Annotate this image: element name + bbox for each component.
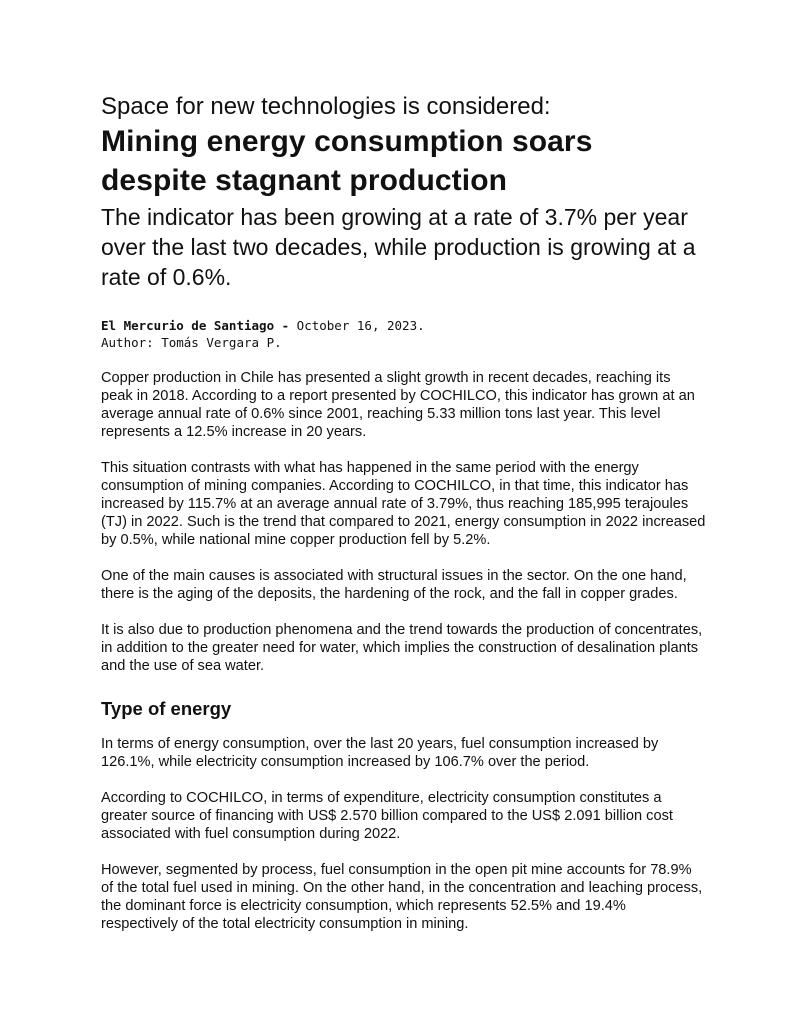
byline [101,317,706,351]
article-kicker: Space for new technologies is considered: [101,93,551,120]
section-paragraph: However, segmented by process, fuel consumption in the open pit mine accounts for 78.9% of the total fuel used in mining. On the other hand, in the concentration and leaching process, the dominant force is electricity consumption, which represents 52.5% and 19.4% respectively of the total electricity consumption in mining. [101,862,703,932]
article [101,92,706,933]
byline-source-line [101,317,706,334]
article-subheadline: The indicator has been growing at a rate of 3.7% per year over the last two decades, while production is growing at a rate of 0.6%. [101,204,696,290]
body-paragraph: One of the main causes is associated with structural issues in the sector. On the one hand, there is the aging of the deposits, the hardening of the rock, and the fall in copper grades. [101,568,687,602]
publication-name: El Mercurio de Santiago - [101,318,290,333]
section-paragraph: In terms of energy consumption, over the last 20 years, fuel consumption increased by 126.1%, while electricity consumption increased by 106.7% over the period. [101,736,659,770]
author: Author: Tomás Vergara P. [101,335,282,350]
body-paragraph: This situation contrasts with what has happened in the same period with the energy consumption of mining companies. According to COCHILCO, in that time, this indicator has increased by 115.7% at an average annual rate of 3.79%, thus reaching 185,995 terajoules (TJ) in 2022. Such is the trend that compared to 2021, energy consumption in 2022 increased by 0.5%, while national mine copper production fell by 5.2%. [101,460,706,548]
publication-date: October 16, 2023. [289,318,425,333]
body-paragraph: It is also due to production phenomena and the trend towards the production of concentrates, in addition to the greater need for water, which implies the construction of desalination plants and the use of sea water. [101,622,703,674]
section-paragraph: According to COCHILCO, in terms of expenditure, electricity consumption constitutes a greater source of financing with US$ 2.570 billion compared to the US$ 2.091 billion cost associated with fuel consumption during 2022. [101,790,673,842]
body-paragraph: Copper production in Chile has presented a slight growth in recent decades, reaching its peak in 2018. According to a report presented by COCHILCO, this indicator has grown at an average annual rate of 0.6% since 2001, reaching 5.33 million tons last year. This level represents a 12.5% increase in 20 years. [101,370,695,440]
article-headline: Mining energy consumption soars despite stagnant production [101,125,593,197]
section-heading: Type of energy [101,698,232,719]
